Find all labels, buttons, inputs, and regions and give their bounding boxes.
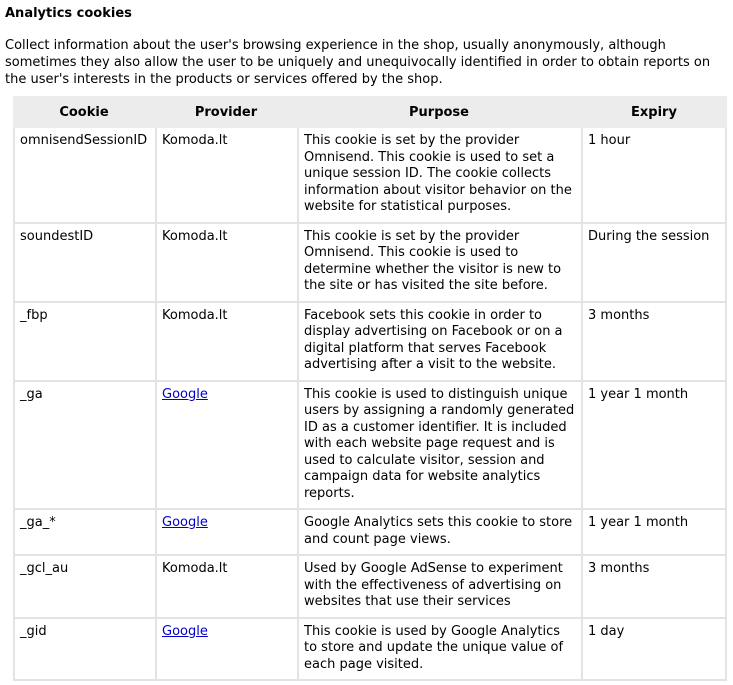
- table-row: [13, 303, 727, 382]
- table-row: [13, 556, 727, 619]
- purpose-cell: This cookie is used to distinguish unique users by assigning a randomly generated ID as a customer identifier. It is included with each website page request and is used to calculate visitor, session and campaign data for website analytics reports.: [297, 382, 581, 511]
- cookie-name-cell: soundestID: [13, 224, 155, 303]
- provider-link[interactable]: Google: [162, 623, 208, 639]
- purpose-cell: This cookie is set by the provider Omnisend. This cookie is used to determine whether the visitor is new to the site or has visited the site before.: [297, 224, 581, 303]
- table-row: [13, 128, 727, 224]
- cookie-name-cell: _gcl_au: [13, 556, 155, 619]
- provider-link[interactable]: Google: [162, 515, 208, 530]
- header-expiry: Expiry: [581, 96, 727, 128]
- table-row: [13, 619, 727, 682]
- table-row: [13, 224, 727, 303]
- provider-cell: [155, 510, 297, 556]
- provider-name: Komoda.lt: [162, 307, 228, 323]
- expiry-cell: 3 months: [581, 556, 727, 619]
- cookie-name-cell: omnisendSessionID: [13, 128, 155, 224]
- table-body: [13, 128, 727, 681]
- purpose-cell: Google Analytics sets this cookie to store and count page views.: [297, 510, 581, 556]
- provider-name: Komoda.lt: [162, 228, 228, 244]
- table-header-row: [13, 96, 727, 128]
- expiry-cell: 1 hour: [581, 128, 727, 224]
- header-cookie: Cookie: [13, 96, 155, 128]
- provider-link[interactable]: Google: [162, 386, 208, 402]
- purpose-cell: This cookie is set by the provider Omnisend. This cookie is used to set a unique session ID. The cookie collects information about visitor behavior on the website for statistical purposes.: [297, 128, 581, 224]
- cookie-name-cell: _fbp: [13, 303, 155, 382]
- purpose-cell: This cookie is used by Google Analytics to store and update the unique value of each page visited.: [297, 619, 581, 682]
- provider-cell: [155, 619, 297, 682]
- provider-cell: [155, 382, 297, 511]
- purpose-cell: Facebook sets this cookie in order to display advertising on Facebook or on a digital platform that serves Facebook advertising after a visit to the website.: [297, 303, 581, 382]
- provider-name: Komoda.lt: [162, 561, 228, 576]
- header-provider: Provider: [155, 96, 297, 128]
- expiry-cell: 1 day: [581, 619, 727, 682]
- cookies-table: [13, 96, 727, 681]
- expiry-cell: 3 months: [581, 303, 727, 382]
- cookie-name-cell: _ga_*: [13, 510, 155, 556]
- expiry-cell: 1 year 1 month: [581, 382, 727, 511]
- provider-cell: [155, 128, 297, 224]
- table-row: [13, 510, 727, 556]
- provider-cell: [155, 224, 297, 303]
- expiry-cell: During the session: [581, 224, 727, 303]
- section-title: Analytics cookies: [5, 6, 132, 21]
- cookie-name-cell: _ga: [13, 382, 155, 511]
- provider-cell: [155, 303, 297, 382]
- cookie-name-cell: _gid: [13, 619, 155, 682]
- table-row: [13, 382, 727, 511]
- purpose-cell: Used by Google AdSense to experiment with the effectiveness of advertising on websites that use their services: [297, 556, 581, 619]
- expiry-cell: 1 year 1 month: [581, 510, 727, 556]
- provider-name: Komoda.lt: [162, 133, 228, 148]
- header-purpose: Purpose: [297, 96, 581, 128]
- section-description: Collect information about the user's browsing experience in the shop, usually anonymously, although sometimes they also allow the user to be uniquely and unequivocally identified in order to obtain reports on the user's interests in the products or services offered by the shop.: [5, 38, 711, 87]
- provider-cell: [155, 556, 297, 619]
